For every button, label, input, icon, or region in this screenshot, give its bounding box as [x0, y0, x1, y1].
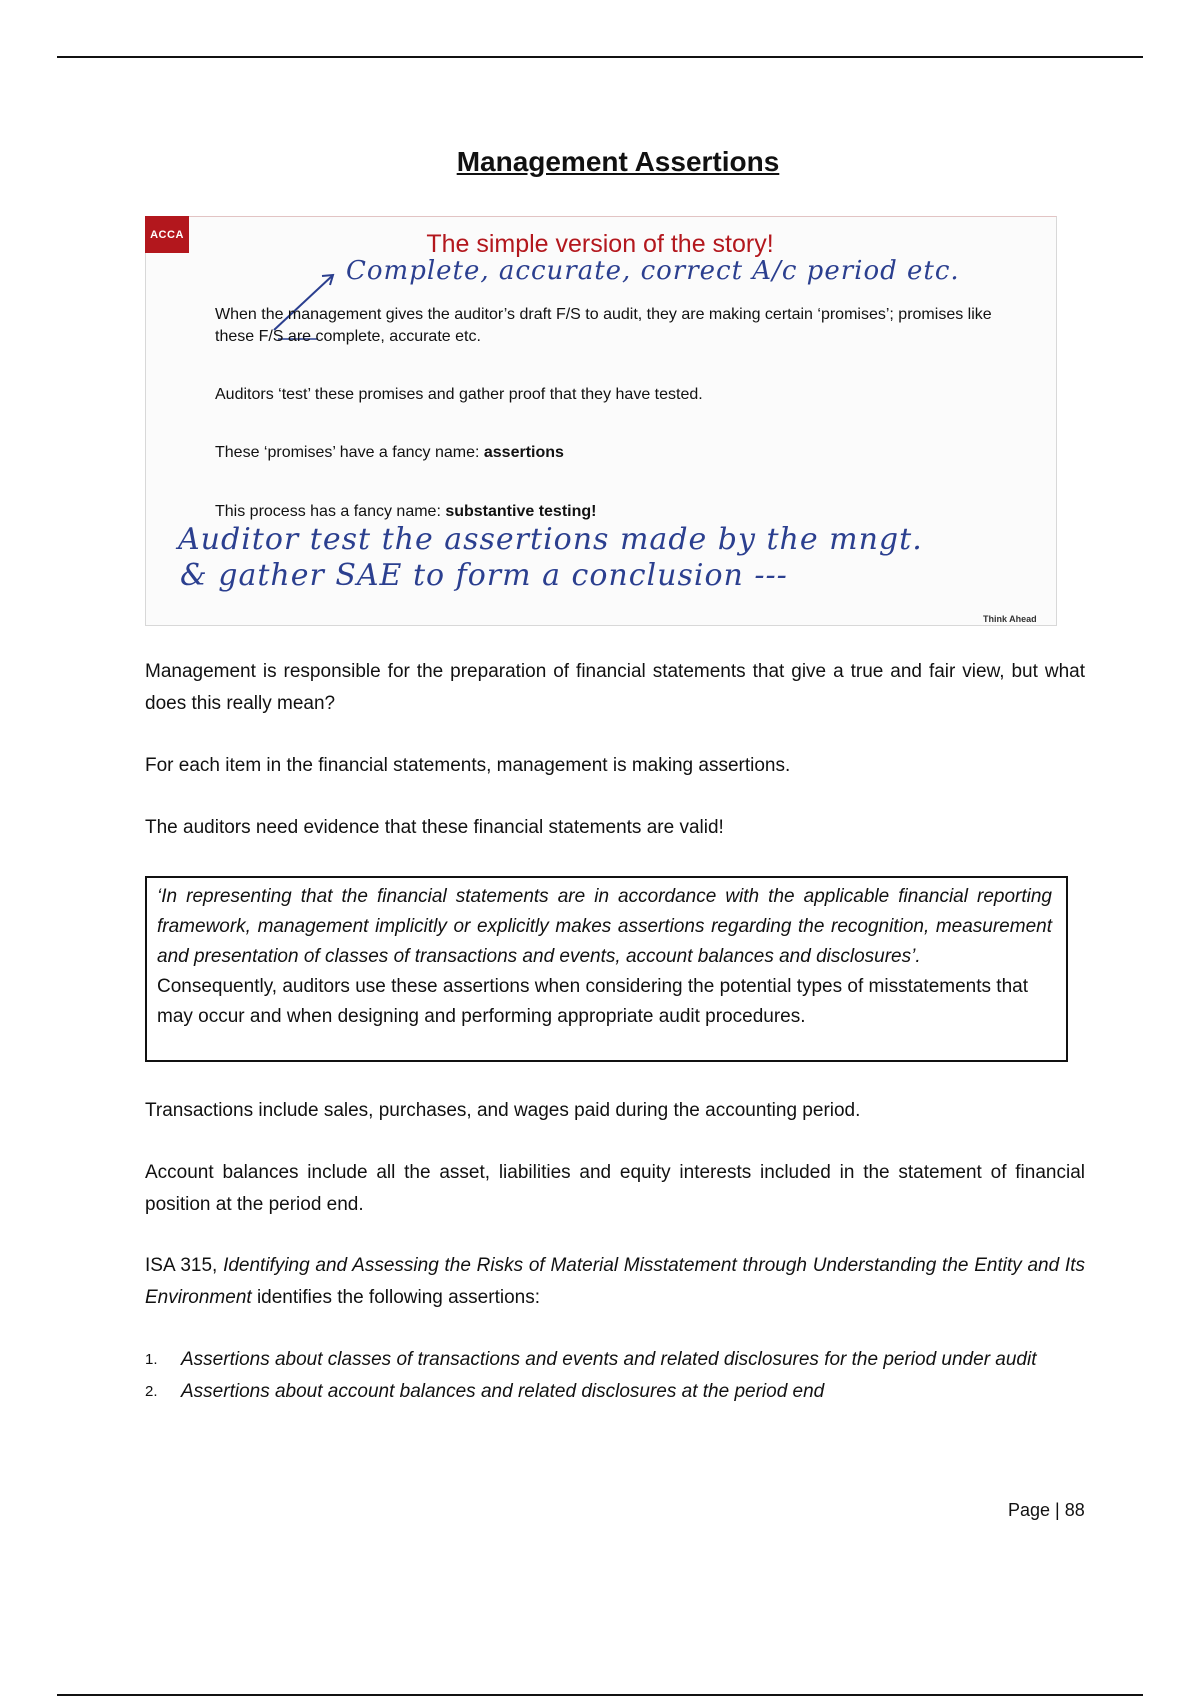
- paragraph-responsibility: Management is responsible for the preparation of financial statements that give a true and fair view, but what does this really mean?: [145, 661, 1085, 714]
- list-number: 1.: [145, 1351, 158, 1368]
- header-rule: [57, 56, 1143, 58]
- handwritten-note-bottom-1: Auditor test the assertions made by the mngt.: [178, 522, 923, 557]
- paragraph-assertions: For each item in the financial statements, management is making assertions.: [145, 755, 791, 776]
- slide-line-3-text: These ‘promises’ have a fancy name:: [215, 444, 484, 461]
- slide-line-1: When the management gives the auditor’s draft F/S to audit, they are making certain ‘promises’; promises like these F/S are complete, accurate etc.: [215, 306, 992, 345]
- slide-line-2: Auditors ‘test’ these promises and gather proof that they have tested.: [215, 386, 703, 403]
- isa-label: ISA 315,: [145, 1255, 224, 1276]
- isa-quote: ‘In representing that the financial statements are in accordance with the applicable financial reporting framework, management implicitly or explicitly makes assertions regarding the recognition, measurement and presentation of classes of transactions and events, account balances and disclosures’.: [157, 886, 1052, 967]
- list-text: Assertions about account balances and related disclosures at the period end: [181, 1381, 825, 1402]
- footer-rule: [57, 1694, 1143, 1696]
- slide-line-4-text: This process has a fancy name:: [215, 503, 446, 520]
- slide-line-3: [215, 442, 1005, 464]
- quote-follow-text: Consequently, auditors use these assertions when considering the potential types of misstatements that may occur and when designing and performing appropriate audit procedures.: [157, 976, 1028, 1027]
- acca-logo: ACCA: [145, 216, 189, 253]
- page-number: Page | 88: [1008, 1500, 1085, 1520]
- isa-title: Identifying and Assessing the Risks of Material Misstatement through Understanding the Entity and Its Environment: [145, 1255, 1085, 1308]
- list-item: [145, 1376, 1085, 1408]
- quote-box: [145, 876, 1068, 1062]
- slide-line-4: [215, 501, 1005, 523]
- list-text: Assertions about classes of transactions and events and related disclosures for the period under audit: [181, 1349, 1037, 1370]
- paragraph-transactions: Transactions include sales, purchases, and wages paid during the accounting period.: [145, 1100, 861, 1121]
- slide-line-3-bold: assertions: [483, 444, 564, 461]
- isa-suffix: identifies the following assertions:: [251, 1287, 540, 1308]
- think-ahead-logo: Think Ahead: [983, 614, 1037, 624]
- list-item: [145, 1344, 1085, 1376]
- paragraph-evidence: The auditors need evidence that these financial statements are valid!: [145, 817, 724, 838]
- paragraph-account-balances: Account balances include all the asset, liabilities and equity interests included in the statement of financial position at the period end.: [145, 1162, 1085, 1215]
- assertions-list: [145, 1344, 1085, 1408]
- handwritten-note-bottom-2: & gather SAE to form a conclusion ---: [180, 558, 788, 593]
- list-number: 2.: [145, 1383, 158, 1400]
- handwritten-note-top: Complete, accurate, correct A/c period etc.: [346, 256, 960, 286]
- page-title: Management Assertions: [456, 146, 780, 177]
- slide-title: The simple version of the story!: [426, 230, 774, 258]
- paragraph-isa315: [145, 1250, 1085, 1314]
- slide-line-4-bold: substantive testing!: [445, 503, 597, 520]
